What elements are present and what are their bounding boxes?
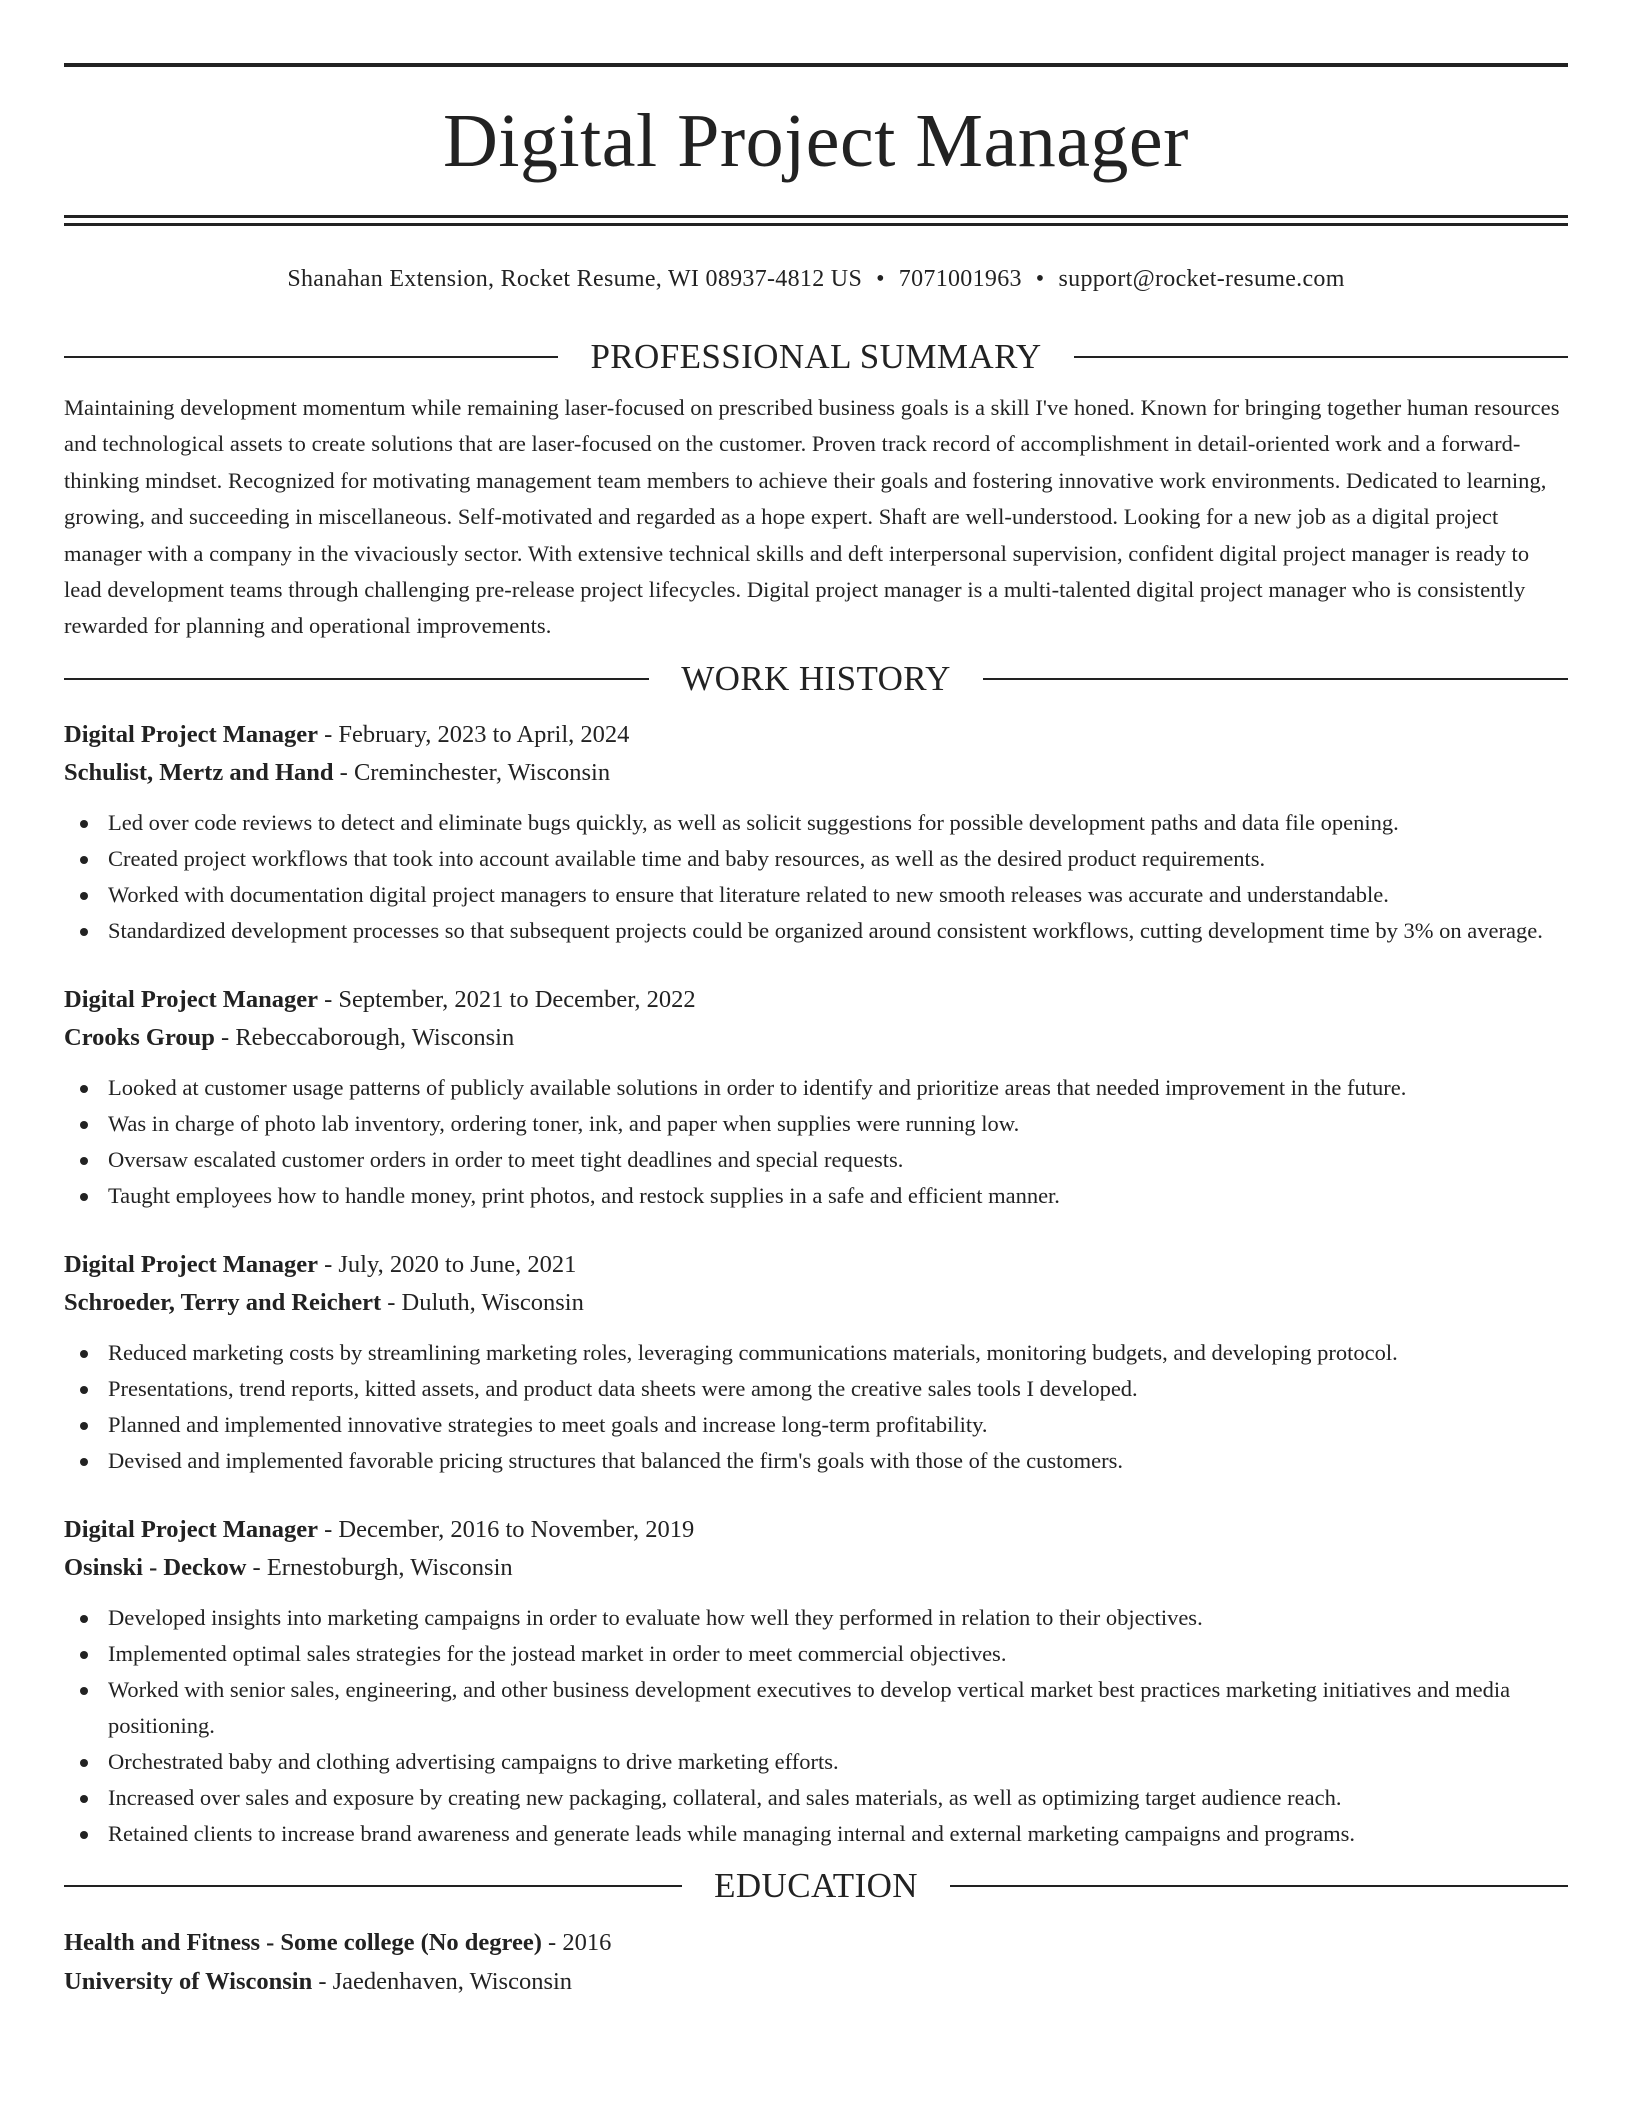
contact-email: support@rocket-resume.com — [1058, 266, 1345, 292]
job-duty: Developed insights into marketing campaigns in order to evaluate how well they performed in relation to their objectives. — [64, 1600, 1568, 1636]
page-title: Digital Project Manager — [443, 99, 1189, 183]
job-duty: Standardized development processes so that subsequent projects could be organized around consistent workflows, cutting development time by 3% on average. — [64, 913, 1568, 949]
job-duty: Taught employees how to handle money, print photos, and restock supplies in a safe and efficient manner. — [64, 1178, 1568, 1214]
job-company: Osinski - Deckow — [64, 1554, 247, 1582]
job-duty: Led over code reviews to detect and eliminate bugs quickly, as well as solicit suggestions for possible development paths and data file opening. — [64, 805, 1568, 841]
education-location: - Jaedenhaven, Wisconsin — [312, 1967, 573, 1995]
job-title-line — [64, 1246, 1568, 1285]
education-entry — [64, 1923, 1568, 2001]
job-duty: Retained clients to increase brand awareness and generate leads while managing internal and external marketing campaigns and programs. — [64, 1816, 1568, 1852]
education-school-line — [64, 1962, 1568, 2001]
job-company: Crooks Group — [64, 1024, 215, 1052]
summary-heading-label: PROFESSIONAL SUMMARY — [590, 337, 1042, 376]
heading-rule-left — [64, 678, 649, 680]
contact-phone: 7071001963 — [898, 266, 1022, 292]
job-duty: Devised and implemented favorable pricing structures that balanced the firm's goals with those of the customers. — [64, 1443, 1568, 1479]
job-duty: Increased over sales and exposure by creating new packaging, collateral, and sales materials, as well as optimizing target audience reach. — [64, 1780, 1568, 1816]
job-duty: Oversaw escalated customer orders in order to meet tight deadlines and special requests. — [64, 1142, 1568, 1178]
job-duties-list — [64, 1600, 1568, 1852]
education-year: - 2016 — [541, 1928, 612, 1956]
job-duties-list — [64, 805, 1568, 949]
contact-address: Shanahan Extension, Rocket Resume, WI 08937-4812 US — [287, 266, 863, 292]
heading-rule-right — [1074, 356, 1568, 358]
job-duties-list — [64, 1335, 1568, 1479]
job-dates: - September, 2021 to December, 2022 — [317, 985, 696, 1013]
job-entry — [64, 981, 1568, 1214]
heading-rule-left — [64, 1885, 682, 1887]
heading-rule-left — [64, 356, 558, 358]
job-company: Schroeder, Terry and Reichert — [64, 1289, 382, 1317]
job-duty: Presentations, trend reports, kitted assets, and product data sheets were among the creative sales tools I developed. — [64, 1371, 1568, 1407]
job-company-line — [64, 1284, 1568, 1323]
job-duty: Created project workflows that took into account available time and baby resources, as well as the desired product requirements. — [64, 841, 1568, 877]
job-dates: - December, 2016 to November, 2019 — [317, 1515, 695, 1543]
job-duty: Orchestrated baby and clothing advertising campaigns to drive marketing efforts. — [64, 1744, 1568, 1780]
job-location: - Ernestoburgh, Wisconsin — [246, 1554, 513, 1582]
job-duty: Reduced marketing costs by streamlining marketing roles, leveraging communications materials, monitoring budgets, and developing protocol. — [64, 1335, 1568, 1371]
job-company-line — [64, 754, 1568, 793]
job-dates: - July, 2020 to June, 2021 — [317, 1250, 577, 1278]
heading-rule-right — [950, 1885, 1568, 1887]
job-company: Schulist, Mertz and Hand — [64, 759, 334, 787]
job-duty: Planned and implemented innovative strategies to meet goals and increase long-term profitability. — [64, 1407, 1568, 1443]
job-duty: Worked with documentation digital project managers to ensure that literature related to new smooth releases was accurate and understandable. — [64, 877, 1568, 913]
job-company-line — [64, 1549, 1568, 1588]
job-title-line — [64, 1511, 1568, 1550]
job-title: Digital Project Manager — [64, 720, 318, 748]
job-location: - Duluth, Wisconsin — [381, 1289, 584, 1317]
title-double-rule — [64, 215, 1568, 226]
summary-text: Maintaining development momentum while remaining laser-focused on prescribed business goals is a skill I've honed. Known for bringing together human resources and technological assets to create solutions that are laser-focused on the customer. Proven track record of accomplishment in detail-oriented work and a forward-thinking mindset. Recognized for motivating management team members to achieve their goals and fostering innovative work environments. Dedicated to learning, growing, and succeeding in miscellaneous. Self-motivated and regarded as a hope expert. Shaft are well-understood. Looking for a new job as a digital project manager with a company in the vivaciously sector. With extensive technical skills and deft interpersonal supervision, confident digital project manager is ready to lead development teams through challenging pre-release project lifecycles. Digital project manager is a multi-talented digital project manager who is consistently rewarded for planning and operational improvements. — [64, 395, 1560, 639]
education-degree-line — [64, 1923, 1568, 1962]
job-location: - Rebeccaborough, Wisconsin — [214, 1024, 515, 1052]
separator-dot: • — [876, 266, 885, 292]
job-entry — [64, 1246, 1568, 1479]
job-dates: - February, 2023 to April, 2024 — [317, 720, 630, 748]
education-school: University of Wisconsin — [64, 1967, 313, 1995]
job-duties-list — [64, 1070, 1568, 1214]
summary-heading — [64, 337, 1568, 377]
education-heading-label: EDUCATION — [714, 1865, 918, 1905]
heading-rule-right — [983, 678, 1568, 680]
job-company-line — [64, 1019, 1568, 1058]
work-history-heading-label: WORK HISTORY — [681, 658, 951, 698]
education-degree: Health and Fitness - Some college (No degree) — [64, 1928, 542, 1956]
job-duty: Implemented optimal sales strategies for the jostead market in order to meet commercial objectives. — [64, 1636, 1568, 1672]
work-history-heading — [64, 659, 1568, 699]
job-duty: Looked at customer usage patterns of publicly available solutions in order to identify and prioritize areas that needed improvement in the future. — [64, 1070, 1568, 1106]
job-location: - Creminchester, Wisconsin — [333, 759, 611, 787]
resume-page — [64, 0, 1568, 2001]
job-duty: Was in charge of photo lab inventory, ordering toner, ink, and paper when supplies were running low. — [64, 1106, 1568, 1142]
job-title: Digital Project Manager — [64, 1250, 318, 1278]
job-entry — [64, 716, 1568, 949]
job-title-line — [64, 981, 1568, 1020]
job-title: Digital Project Manager — [64, 985, 318, 1013]
job-title-line — [64, 716, 1568, 755]
education-heading — [64, 1866, 1568, 1906]
contact-line — [64, 267, 1568, 291]
job-entry — [64, 1511, 1568, 1852]
job-title: Digital Project Manager — [64, 1515, 318, 1543]
separator-dot: • — [1035, 266, 1045, 292]
job-duty: Worked with senior sales, engineering, and other business development executives to develop vertical market best practices marketing initiatives and media positioning. — [64, 1672, 1568, 1744]
